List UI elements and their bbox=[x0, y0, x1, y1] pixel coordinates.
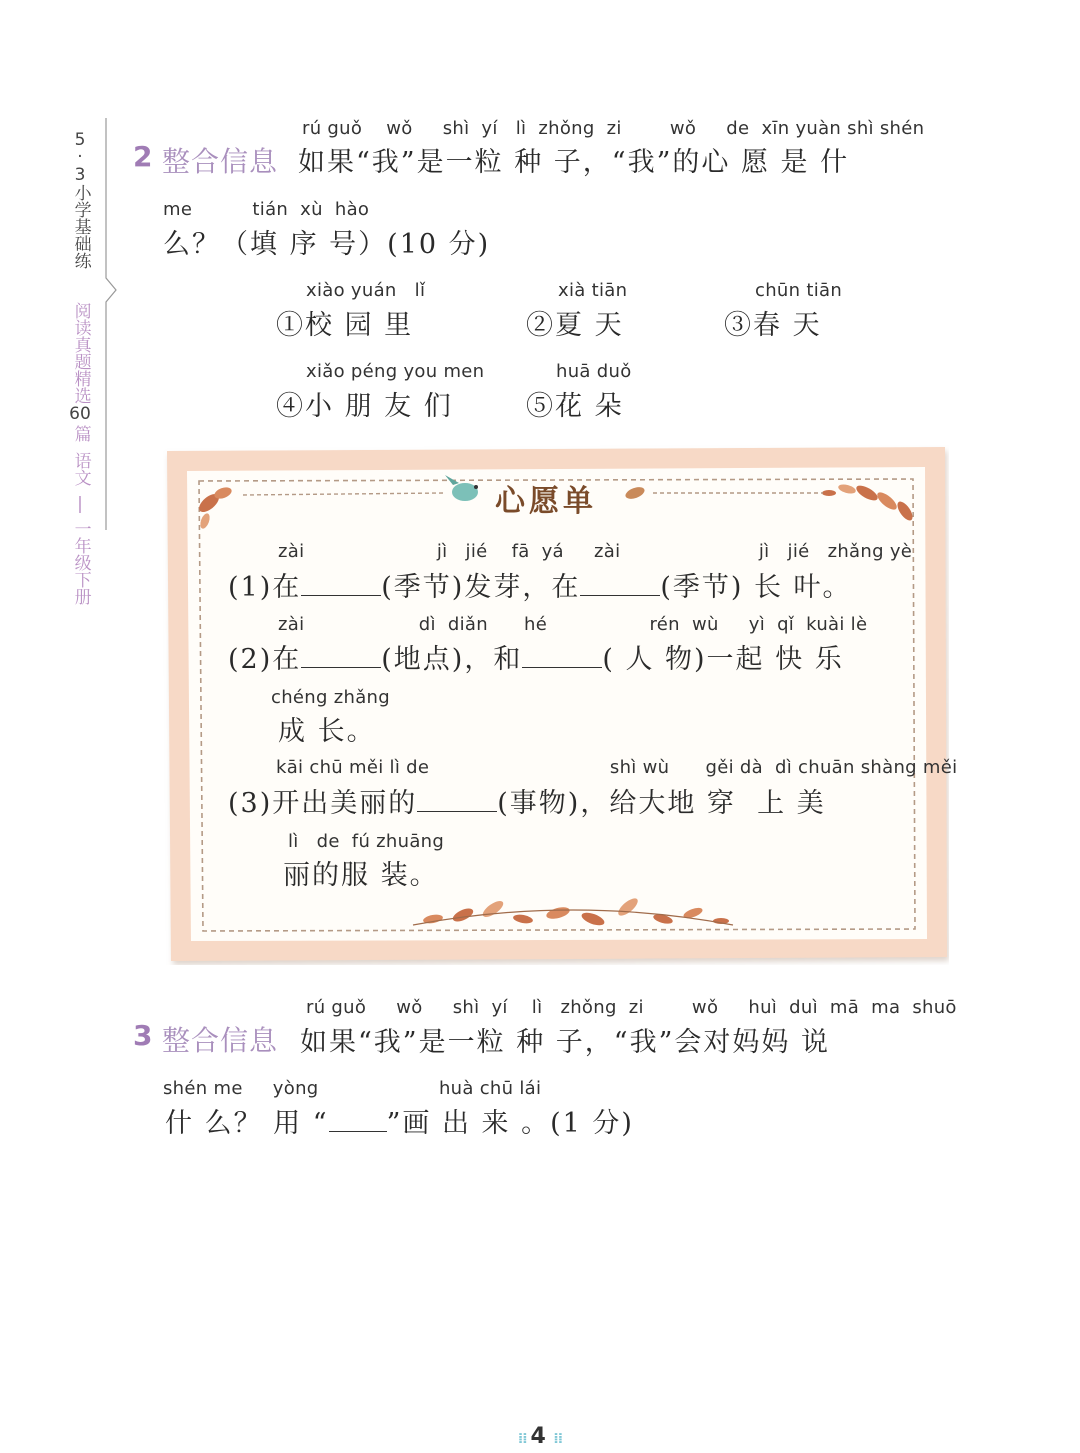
subtitle-count: 60 bbox=[69, 404, 91, 424]
q2-line1-text: 如果“我”是一粒 种 子，“我”的心 愿 是 什 bbox=[298, 147, 850, 178]
q2-option-3[interactable]: ③春 天 bbox=[724, 310, 822, 341]
q2-line1-pinyin: rú guǒ wǒ shì yí lì zhǒng zi wǒ de xīn yuàn shì shén bbox=[302, 118, 925, 139]
q3-tag: 整合信息 bbox=[162, 1024, 279, 1057]
q2-option-5[interactable]: ⑤花 朵 bbox=[526, 391, 624, 422]
q2-option-2-pinyin: xià tiān bbox=[558, 280, 628, 301]
wish-item-1-part-b: (季节)发芽，在 bbox=[381, 572, 581, 603]
wish-item-3-blank[interactable] bbox=[417, 811, 497, 812]
footer-dots-right-icon: ⁞⁞ bbox=[553, 1431, 563, 1447]
book-subtitle bbox=[66, 302, 94, 605]
wish-item-1-blank-2[interactable] bbox=[580, 595, 660, 596]
q2-option-3-pinyin: chūn tiān bbox=[755, 280, 843, 301]
wish-item-2-part-c: ( 人 物)一起 快 乐 bbox=[602, 644, 844, 675]
wish-item-2-part-b: (地点)，和 bbox=[381, 644, 523, 675]
q2-line2-text: 么？（填 序 号）(10 分) bbox=[163, 229, 491, 260]
series-dot: · bbox=[77, 147, 83, 168]
wish-item-1-part-a: (1)在 bbox=[228, 572, 302, 603]
wish-item-3-part-a: (3)开出美丽的 bbox=[228, 788, 418, 819]
q3-line1-pinyin: rú guǒ wǒ shì yí lì zhǒng zi wǒ huì duì mā ma shuō bbox=[306, 997, 957, 1018]
wish-item-1-pinyin: zài jì jié fā yá zài jì jié zhǎng yè bbox=[278, 541, 913, 562]
series-title: 小学基础练 bbox=[70, 183, 91, 269]
wish-item-1-part-c: (季节) 长 叶。 bbox=[660, 572, 852, 603]
wish-item-1 bbox=[228, 565, 852, 604]
q3-number: 3 bbox=[133, 1019, 153, 1052]
page-number: 4 bbox=[530, 1424, 546, 1449]
wish-item-3-pinyin: kāi chū měi lì de shì wù gěi dà dì chuān shàng měi bbox=[276, 757, 958, 778]
wish-item-2-blank-2[interactable] bbox=[522, 667, 602, 668]
wish-item-3-part-b: (事物)，给大地 穿 上 美 bbox=[497, 788, 826, 819]
series-number-b: 3 bbox=[74, 164, 86, 185]
page-footer bbox=[0, 1424, 1080, 1449]
series-label bbox=[66, 132, 94, 269]
wish-item-2-pinyin: zài dì diǎn hé rén wù yì qǐ kuài lè bbox=[278, 614, 868, 635]
q3-line2-part-a: 什 么？ 用 “ bbox=[165, 1108, 329, 1139]
wish-card-title: 心愿单 bbox=[495, 484, 597, 519]
wish-item-2-blank-1[interactable] bbox=[301, 667, 381, 668]
q2-option-4[interactable]: ④小 朋 友 们 bbox=[276, 391, 453, 422]
wish-item-2-pinyin-2: chéng zhǎng bbox=[271, 687, 390, 708]
subtitle-2: 篇 bbox=[70, 425, 91, 443]
wish-item-2-line-2: 成 长。 bbox=[278, 716, 376, 747]
q2-number: 2 bbox=[133, 140, 153, 173]
sidebar-bracket bbox=[104, 118, 118, 530]
wish-item-3-pinyin-2: lì de fú zhuāng bbox=[288, 831, 445, 852]
subject: 语文 bbox=[70, 452, 91, 487]
q3-line1-text: 如果“我”是一粒 种 子，“我”会对妈妈 说 bbox=[300, 1027, 830, 1058]
footer-dots-left-icon: ⁞⁞ bbox=[517, 1431, 531, 1447]
q2-line2-pinyin: me tián xù hào bbox=[163, 199, 370, 220]
wish-item-3-line-2: 丽的服 装。 bbox=[283, 860, 439, 891]
grade: 一年级下册 bbox=[70, 519, 91, 605]
dash: | bbox=[77, 494, 83, 515]
wish-item-2-part-a: (2)在 bbox=[228, 644, 302, 675]
wish-item-1-blank-1[interactable] bbox=[301, 595, 381, 596]
subtitle-1: 阅读真题精选 bbox=[70, 302, 91, 404]
wish-item-2 bbox=[228, 637, 844, 676]
q3-line2-part-b: ”画 出 来 。(1 分) bbox=[386, 1108, 634, 1139]
q3-line2-pinyin: shén me yòng huà chū lái bbox=[163, 1078, 542, 1099]
q2-tag: 整合信息 bbox=[162, 145, 279, 178]
q2-option-5-pinyin: huā duǒ bbox=[556, 361, 632, 382]
q2-option-2[interactable]: ②夏 天 bbox=[526, 310, 624, 341]
wish-item-3 bbox=[228, 781, 826, 820]
q2-option-4-pinyin: xiǎo péng you men bbox=[306, 361, 485, 382]
q3-line2 bbox=[165, 1101, 634, 1140]
q2-option-1-pinyin: xiào yuán lǐ bbox=[306, 280, 426, 301]
series-number-a: 5 bbox=[74, 130, 86, 150]
q3-answer-blank[interactable] bbox=[329, 1131, 387, 1132]
q2-option-1[interactable]: ①校 园 里 bbox=[276, 310, 414, 341]
